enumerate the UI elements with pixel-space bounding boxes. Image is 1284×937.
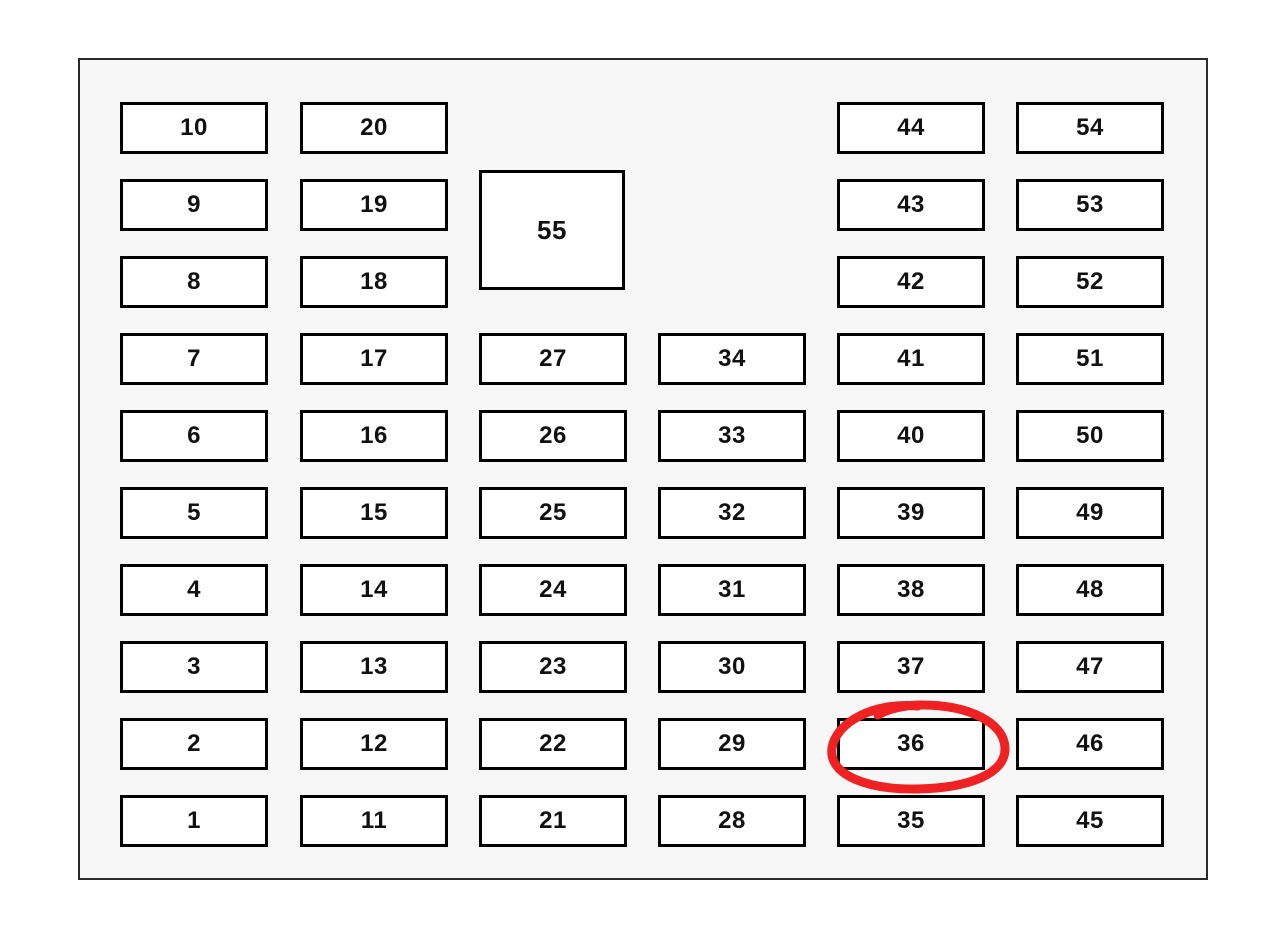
- fuse-label: 33: [718, 422, 746, 449]
- fuse-slot-47[interactable]: [1016, 641, 1164, 693]
- fuse-slot-3[interactable]: [120, 641, 268, 693]
- fuse-label: 27: [539, 345, 567, 372]
- fuse-slot-54[interactable]: [1016, 102, 1164, 154]
- fuse-label: 15: [360, 499, 388, 526]
- fuse-label: 50: [1076, 422, 1104, 449]
- fuse-slot-37[interactable]: [837, 641, 985, 693]
- fuse-label: 7: [187, 345, 201, 372]
- fuse-slot-13[interactable]: [300, 641, 448, 693]
- fuse-slot-18[interactable]: [300, 256, 448, 308]
- fuse-slot-12[interactable]: [300, 718, 448, 770]
- fuse-slot-42[interactable]: [837, 256, 985, 308]
- fuse-slot-1[interactable]: [120, 795, 268, 847]
- fuse-label: 20: [360, 114, 388, 141]
- fuse-slot-21[interactable]: [479, 795, 627, 847]
- fuse-label: 31: [718, 576, 746, 603]
- fuse-label: 45: [1076, 807, 1104, 834]
- fuse-slot-9[interactable]: [120, 179, 268, 231]
- fuse-slot-48[interactable]: [1016, 564, 1164, 616]
- fuse-label: 39: [897, 499, 925, 526]
- fuse-label: 41: [897, 345, 925, 372]
- fuse-label: 3: [187, 653, 201, 680]
- fuse-label: 24: [539, 576, 567, 603]
- fuse-label: 22: [539, 730, 567, 757]
- fuse-label: 29: [718, 730, 746, 757]
- fuse-slot-38[interactable]: [837, 564, 985, 616]
- fuse-slot-27[interactable]: [479, 333, 627, 385]
- fuse-label: 52: [1076, 268, 1104, 295]
- fuse-slot-28[interactable]: [658, 795, 806, 847]
- fuse-label: 40: [897, 422, 925, 449]
- fuse-label: 10: [180, 114, 208, 141]
- fuse-slot-52[interactable]: [1016, 256, 1164, 308]
- fuse-label: 48: [1076, 576, 1104, 603]
- fuse-slot-34[interactable]: [658, 333, 806, 385]
- fuse-slot-31[interactable]: [658, 564, 806, 616]
- fuse-slot-32[interactable]: [658, 487, 806, 539]
- fuse-label: 5: [187, 499, 201, 526]
- fuse-label: 25: [539, 499, 567, 526]
- fuse-slot-2[interactable]: [120, 718, 268, 770]
- fuse-slot-55[interactable]: [479, 170, 625, 290]
- fuse-slot-26[interactable]: [479, 410, 627, 462]
- fuse-label: 12: [360, 730, 388, 757]
- fuse-slot-53[interactable]: [1016, 179, 1164, 231]
- fuse-label: 46: [1076, 730, 1104, 757]
- fuse-panel: [78, 58, 1208, 880]
- fuse-label: 21: [539, 807, 567, 834]
- fuse-label: 54: [1076, 114, 1104, 141]
- fuse-slot-22[interactable]: [479, 718, 627, 770]
- fuse-label: 28: [718, 807, 746, 834]
- fuse-slot-4[interactable]: [120, 564, 268, 616]
- fuse-slot-15[interactable]: [300, 487, 448, 539]
- fuse-slot-49[interactable]: [1016, 487, 1164, 539]
- fuse-slot-35[interactable]: [837, 795, 985, 847]
- fuse-label: 9: [187, 191, 201, 218]
- fuse-slot-24[interactable]: [479, 564, 627, 616]
- fuse-slot-39[interactable]: [837, 487, 985, 539]
- fuse-label: 36: [897, 730, 925, 757]
- fuse-label: 4: [187, 576, 201, 603]
- fuse-label: 32: [718, 499, 746, 526]
- fuse-slot-6[interactable]: [120, 410, 268, 462]
- fuse-label: 53: [1076, 191, 1104, 218]
- fuse-label: 43: [897, 191, 925, 218]
- fuse-label: 17: [360, 345, 388, 372]
- fuse-slot-41[interactable]: [837, 333, 985, 385]
- fuse-label: 18: [360, 268, 388, 295]
- fuse-label: 2: [187, 730, 201, 757]
- fuse-label: 26: [539, 422, 567, 449]
- fuse-label: 6: [187, 422, 201, 449]
- fuse-slot-16[interactable]: [300, 410, 448, 462]
- fuse-slot-46[interactable]: [1016, 718, 1164, 770]
- fuse-label: 34: [718, 345, 746, 372]
- fuse-slot-7[interactable]: [120, 333, 268, 385]
- fuse-slot-44[interactable]: [837, 102, 985, 154]
- fuse-label: 35: [897, 807, 925, 834]
- fuse-label: 49: [1076, 499, 1104, 526]
- fuse-slot-43[interactable]: [837, 179, 985, 231]
- fuse-label: 23: [539, 653, 567, 680]
- fuse-label: 30: [718, 653, 746, 680]
- fuse-slot-23[interactable]: [479, 641, 627, 693]
- fuse-slot-33[interactable]: [658, 410, 806, 462]
- fuse-slot-36[interactable]: [837, 718, 985, 770]
- fuse-label: 8: [187, 268, 201, 295]
- fuse-slot-45[interactable]: [1016, 795, 1164, 847]
- fuse-label: 13: [360, 653, 388, 680]
- fuse-slot-5[interactable]: [120, 487, 268, 539]
- fuse-label: 44: [897, 114, 925, 141]
- fuse-slot-17[interactable]: [300, 333, 448, 385]
- fuse-label: 19: [360, 191, 388, 218]
- fuse-slot-30[interactable]: [658, 641, 806, 693]
- fuse-label: 55: [537, 214, 567, 245]
- fuse-label: 11: [360, 807, 388, 834]
- fuse-label: 16: [360, 422, 388, 449]
- fuse-label: 14: [360, 576, 388, 603]
- fuse-slot-50[interactable]: [1016, 410, 1164, 462]
- fuse-slot-25[interactable]: [479, 487, 627, 539]
- fuse-label: 42: [897, 268, 925, 295]
- fuse-label: 38: [897, 576, 925, 603]
- fuse-slot-20[interactable]: [300, 102, 448, 154]
- fuse-slot-19[interactable]: [300, 179, 448, 231]
- fuse-slot-11[interactable]: [300, 795, 448, 847]
- fuse-label: 37: [897, 653, 925, 680]
- fuse-slot-40[interactable]: [837, 410, 985, 462]
- fuse-slot-51[interactable]: [1016, 333, 1164, 385]
- fuse-slot-8[interactable]: [120, 256, 268, 308]
- fuse-label: 51: [1076, 345, 1104, 372]
- fuse-slot-14[interactable]: [300, 564, 448, 616]
- fuse-label: 47: [1076, 653, 1104, 680]
- fuse-slot-29[interactable]: [658, 718, 806, 770]
- fuse-label: 1: [187, 807, 201, 834]
- fuse-slot-10[interactable]: [120, 102, 268, 154]
